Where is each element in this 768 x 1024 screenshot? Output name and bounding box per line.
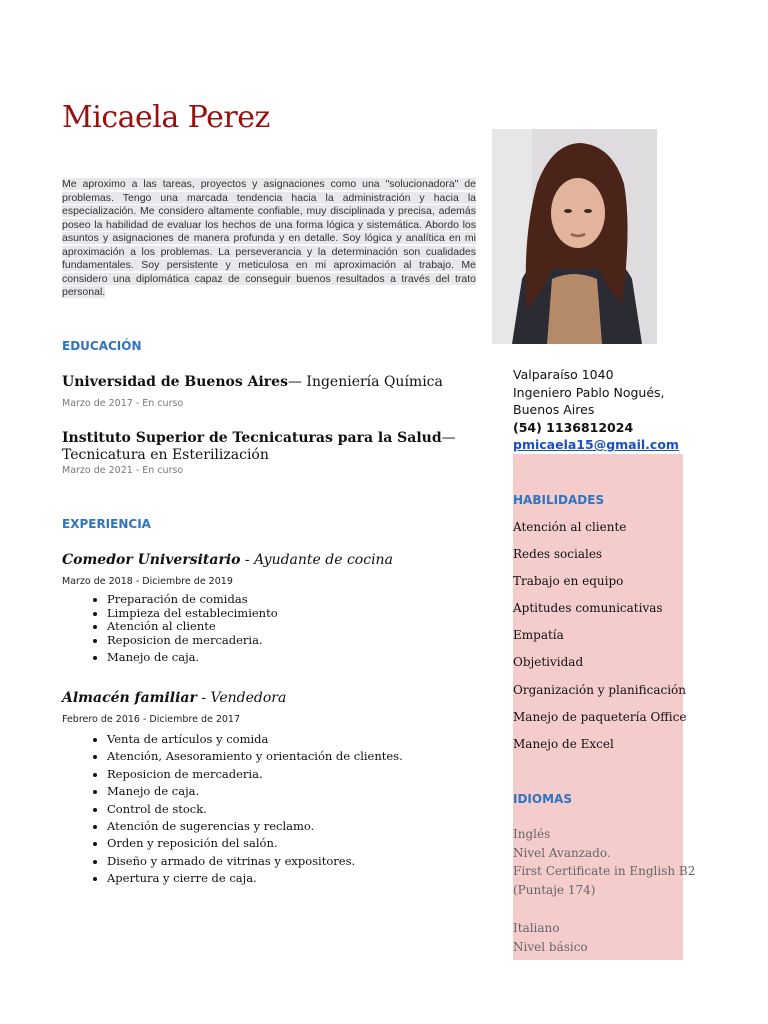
- languages-title: IDIOMAS: [513, 792, 572, 806]
- address-line: Buenos Aires: [513, 402, 595, 417]
- contact-info: [513, 366, 679, 454]
- language-score: (Puntaje 174): [513, 882, 596, 897]
- job-tasks-1: [70, 593, 278, 665]
- list-item: • Manejo de caja.: [107, 651, 278, 665]
- list-item: • Apertura y cierre de caja.: [107, 870, 403, 887]
- skill-item: Organización y planificación: [513, 682, 687, 697]
- skill-item: Trabajo en equipo: [513, 574, 624, 589]
- job-tasks-2: [70, 731, 403, 888]
- list-item: • Orden y reposición del salón.: [107, 835, 403, 852]
- skills-list: [513, 517, 686, 761]
- list-item: • Atención al cliente: [107, 620, 278, 634]
- job-role: - Ayudante de cocina: [240, 552, 393, 568]
- address-line: Ingeniero Pablo Nogués,: [513, 384, 665, 400]
- skill-item: Atención al cliente: [513, 520, 627, 534]
- skills-title: HABILIDADES: [513, 493, 605, 507]
- experience-title: EXPERIENCIA: [62, 517, 151, 531]
- job-title-1: [62, 552, 393, 568]
- skill-item: Objetividad: [513, 655, 584, 670]
- list-item: • Preparación de comidas: [107, 593, 278, 607]
- profile-summary-text: Me aproximo a las tareas, proyectos y asignaciones como una "solucionadora" de problemas. Tengo una marcada tendencia hacia la administración y hacia la especialización. Me considero altamente confiable, muy disciplinada y precisa, además poseo la habilidad de evaluar los hechos de una forma lógica y sistemática. Abordo los asuntos y asignaciones de manera profunda y en detalle. Soy lógica y analítica en mi aproximación a los problemas. La perseverancia y la determinación son cualidades fundamentales. Soy persistente y meticulosa en mi aproximación al trabajo. Me considero una diplomática capaz de conseguir buenos resultados a través del trato personal.: [62, 178, 476, 298]
- company-name: Almacén familiar: [62, 690, 197, 706]
- language-name: Italiano: [513, 921, 560, 935]
- education-title: EDUCACIÓN: [62, 339, 142, 353]
- language-level: Nivel básico: [513, 939, 588, 954]
- institution-name: Universidad de Buenos Aires: [62, 374, 288, 390]
- language-italian: [513, 919, 588, 956]
- job-title-2: [62, 690, 286, 706]
- institution-name: Instituto Superior de Tecnicaturas para la Salud: [62, 430, 442, 446]
- job-date: Febrero de 2016 - Diciembre de 2017: [62, 714, 241, 725]
- language-level: Nivel Avanzado.: [513, 845, 611, 860]
- profile-summary: [62, 178, 476, 300]
- company-name: Comedor Universitario: [62, 552, 241, 568]
- list-item: • Venta de artículos y comida: [107, 731, 403, 748]
- list-item: • Control de stock.: [107, 801, 403, 818]
- email-link[interactable]: pmicaela15@gmail.com: [513, 437, 679, 452]
- skill-item: Aptitudes comunicativas: [513, 601, 663, 616]
- profile-photo-illustration: [492, 129, 657, 344]
- skill-item: Empatía: [513, 628, 564, 643]
- skill-item: Redes sociales: [513, 547, 603, 562]
- skill-item: Manejo de Excel: [513, 736, 614, 751]
- address-line: Valparaíso 1040: [513, 367, 614, 382]
- list-item: • Reposicion de mercaderia.: [107, 766, 403, 783]
- profile-photo: [492, 129, 657, 344]
- education-item-2: [62, 430, 462, 464]
- list-item: • Limpieza del establecimiento: [107, 607, 278, 621]
- language-name: Inglés: [513, 827, 551, 841]
- education-date: Marzo de 2017 - En curso: [62, 398, 184, 409]
- list-item: • Diseño y armado de vitrinas y expositores.: [107, 853, 403, 870]
- list-item: • Atención de sugerencias y reclamo.: [107, 818, 403, 835]
- job-date: Marzo de 2018 - Diciembre de 2019: [62, 576, 233, 587]
- job-role: - Vendedora: [196, 690, 287, 706]
- person-name: Micaela Perez: [62, 100, 270, 135]
- degree-name: — Ingeniería Química: [287, 374, 443, 390]
- list-item: • Atención, Asesoramiento y orientación de clientes.: [107, 748, 403, 765]
- education-date: Marzo de 2021 - En curso: [62, 465, 184, 476]
- list-item: • Reposicion de mercaderia.: [107, 634, 278, 648]
- list-item: • Manejo de caja.: [107, 783, 403, 800]
- language-certificate: First Certificate in English B2: [513, 864, 696, 878]
- language-english: [513, 825, 695, 899]
- skill-item: Manejo de paquetería Office: [513, 709, 687, 724]
- education-item-1: [62, 374, 462, 391]
- degree-name: — Tecnicatura en Esterilización: [62, 430, 456, 463]
- phone-number: (54) 1136812024: [513, 419, 634, 435]
